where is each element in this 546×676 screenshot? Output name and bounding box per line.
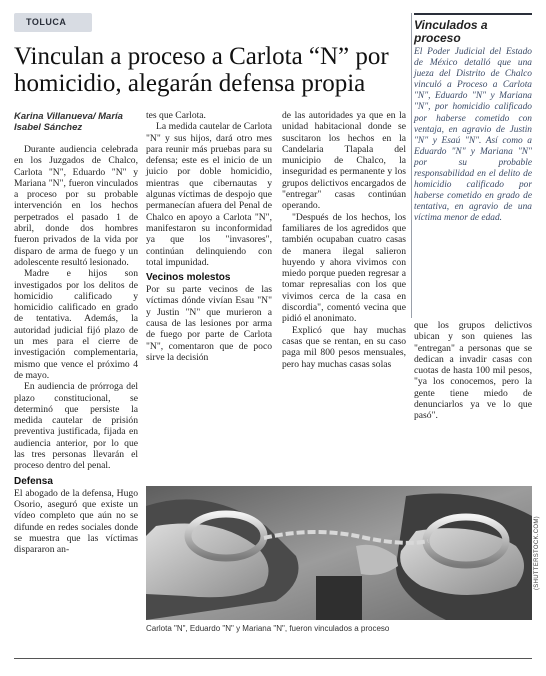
paragraph: de las autoridades ya que en la unidad habitacional donde se suscitaron los hechos en la Candelaria Tlapala del municipio de Chalco, la inseguridad es permanente y los grupos delictivos encargados de "entregar" casas continúan operando.	[282, 110, 406, 212]
sidebar-top-rule	[414, 13, 532, 15]
sidebar-title: Vinculados a proceso	[414, 18, 488, 45]
article-column-2	[146, 110, 272, 363]
paragraph: Durante audiencia celebrada en los Juzgados de Chalco, Carlota "N", Eduardo "N" y Mariana "N", fueron vinculados a proceso por su probable intervención en los hechos perpetrados el pasado 1 de abril, donde dos hombres fueron privados de la vida por disparo de arma de fuego y un adolescente resultó lesionado.	[14, 144, 138, 268]
photo-caption: Carlota "N", Eduardo "N" y Mariana "N", fueron vinculados a proceso	[146, 624, 390, 633]
headline: Vinculan a proceso a Carlota “N” por homicidio, alegarán defensa propia	[14, 43, 389, 97]
sidebar-text: El Poder Judicial del Estado de México detalló que una jueza del Distrito de Chalco vinculó a Proceso a Carlota "N", Eduardo "N" y Mariana "N", por homicidio calificado por haberse cometido con ventaja, en agravio de Justin "N" y Esaú "N". Así como a Eduardo "N" y Mariana "N" por su probable responsabilidad en el delito de homicidio calificado por haberse cometido en grado de tentativa, en agravio de una víctima menor de edad.	[414, 47, 532, 224]
bottom-rule	[14, 658, 532, 659]
article-column-1	[14, 144, 138, 555]
paragraph: Madre e hijos son investigados por los delitos de homicidio calificado y homicidio calificado en grado de tentativa. Además, la autoridad judicial fijó plazo de un mes para el cierre de investigación complementaria, mismo que vence el próximo 4 de mayo.	[14, 268, 138, 381]
paragraph: "Después de los hechos, los familiares de los agredidos que también ocupaban cuatro casas de manera ilegal salieron huyendo y ahora vivimos con miedo porque pueden regresar a tomar represalias con los que vivimos cerca de la casa en discordia", comentó vecina que pidió el anonimato.	[282, 211, 406, 325]
paragraph: tes que Carlota.	[146, 110, 206, 121]
paragraph: Explicó que hay muchas casas que se rentan, en su caso paga mil 800 pesos mensuales, pero hay muchas casas solas	[282, 324, 406, 370]
article-column-4	[414, 320, 532, 422]
article-column-3	[282, 110, 406, 370]
paragraph: Por su parte vecinos de las víctimas dónde vivían Esau "N" y Justin "N" que murieron a causa de las lesiones por arma de fuego por parte de Carlota "N", comentaron que de poco sirve la decisión	[146, 284, 272, 363]
handcuffs-photo	[146, 486, 532, 620]
paragraph: El abogado de la defensa, Hugo Osorio, aseguró que existe un vídeo completo que aún no se difunde en redes sociales donde se muestra que las víctimas dispararon an-	[14, 487, 138, 556]
section-tag: TOLUCA	[14, 13, 92, 32]
paragraph: que los grupos delictivos ubican y son quienes las "entregan" a personas que se dedican a invadir casas con cuotas de hasta 100 mil pesos, "ya los conocemos, pero la gente tiene miedo de denunciarlos ya ve lo que pasó".	[414, 320, 532, 422]
byline: Karina Villanueva/ María Isabel Sánchez	[14, 111, 123, 133]
sidebar-divider	[411, 13, 412, 318]
paragraph: La medida cautelar de Carlota "N" y sus hijos, dará otro mes para reunir más pruebas para su defensa; este es el inicio de un juicio por doble homicidio, mientras que cibernautas y algunas víctimas de despojo que permanecían afuera del Penal de Chalco en apoyo a Carlota "N", manifestaron su inconformidad ya que los "invasores", continúan delinquiendo con total impunidad.	[146, 121, 272, 268]
paragraph: En audiencia de prórroga del plazo constitucional, se determinó que persiste la medida cautelar de prisión preventiva justificada, fijada en audiencia anterior, por lo que las tres personas llevarán el proceso dentro del penal.	[14, 381, 138, 472]
sidebar-box	[414, 13, 532, 225]
photo-credit: (SHUTTERSTOCK.COM)	[534, 516, 540, 590]
subheading-vecinos-molestos: Vecinos molestos	[146, 272, 231, 284]
subheading-defensa: Defensa	[14, 475, 53, 487]
handcuffs-image	[146, 486, 532, 620]
